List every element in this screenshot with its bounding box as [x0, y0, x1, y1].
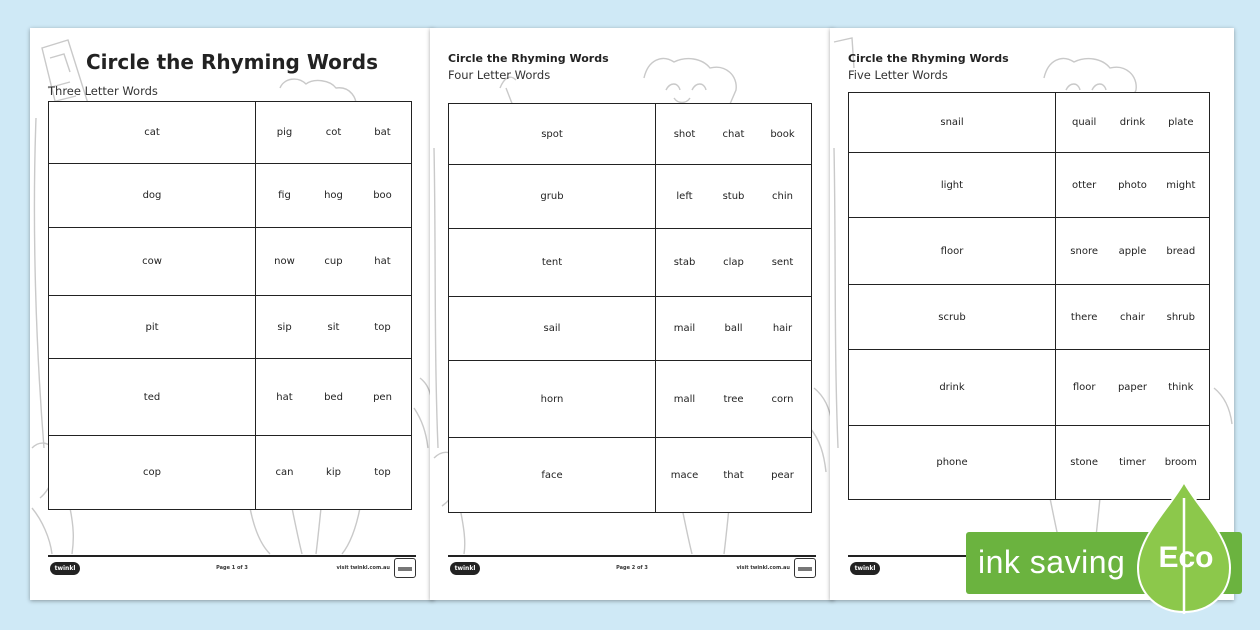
rhyme-option[interactable]: quail	[1071, 117, 1097, 128]
option-cell	[656, 438, 812, 513]
rhyme-option[interactable]: shot	[673, 128, 696, 140]
rhyme-option[interactable]: might	[1166, 179, 1196, 191]
rhyme-option[interactable]: kip	[326, 467, 341, 478]
target-word: horn	[449, 361, 656, 438]
rhyme-option[interactable]: timer	[1119, 457, 1146, 468]
table-row	[849, 350, 1210, 426]
rhyme-option[interactable]: bat	[374, 127, 391, 138]
worksheet-title: Circle the Rhyming Words	[448, 52, 609, 65]
rhyme-option[interactable]: chair	[1120, 311, 1145, 323]
rhyme-option[interactable]: there	[1070, 311, 1098, 323]
table-row	[49, 359, 412, 436]
target-word: light	[849, 153, 1056, 218]
rhyme-option[interactable]: chin	[772, 191, 793, 202]
option-cell	[256, 228, 412, 296]
rhyme-option[interactable]: hair	[772, 323, 793, 334]
rhyme-option[interactable]: chat	[722, 128, 745, 140]
rhyme-option[interactable]: otter	[1072, 179, 1097, 191]
quality-badge-icon	[394, 558, 416, 578]
ink-saving-label: ink saving	[978, 544, 1126, 580]
option-cell	[656, 165, 812, 229]
target-word: scrub	[849, 285, 1056, 350]
table-row	[449, 361, 812, 438]
table-row	[49, 164, 412, 228]
target-word: face	[449, 438, 656, 513]
table-row	[449, 229, 812, 297]
table-row	[49, 436, 412, 510]
rhyme-option[interactable]: hat	[276, 391, 293, 403]
option-cell	[1056, 93, 1210, 153]
footer-divider	[48, 555, 416, 557]
rhyme-option[interactable]: bed	[324, 391, 343, 403]
target-word: sail	[449, 297, 656, 361]
table-row	[449, 104, 812, 165]
rhyme-option[interactable]: mace	[670, 469, 699, 481]
rhyme-option[interactable]: sent	[771, 257, 794, 268]
rhyme-option[interactable]: mail	[673, 323, 696, 334]
rhyme-option[interactable]: ball	[724, 323, 743, 334]
worksheet-subtitle: Three Letter Words	[48, 84, 158, 98]
rhyme-option[interactable]: drink	[1119, 117, 1146, 128]
rhyme-option[interactable]: photo	[1118, 179, 1147, 191]
site-url: visit twinkl.com.au	[336, 565, 390, 571]
worksheet-page-1	[30, 28, 434, 600]
target-word: grub	[449, 165, 656, 229]
page-number: Page 1 of 3	[216, 565, 248, 571]
rhyme-option[interactable]: fig	[278, 190, 291, 201]
rhyme-option[interactable]: think	[1168, 382, 1194, 393]
rhyme-option[interactable]: pear	[771, 469, 794, 481]
table-row	[49, 296, 412, 359]
rhyme-option[interactable]: sit	[327, 321, 340, 333]
worksheet-subtitle: Four Letter Words	[448, 68, 551, 82]
rhyme-option[interactable]: stab	[673, 257, 696, 268]
rhyme-option[interactable]: that	[723, 469, 744, 481]
worksheet-subtitle: Five Letter Words	[848, 68, 948, 82]
rhyme-option[interactable]: clap	[723, 257, 744, 268]
target-word: drink	[849, 350, 1056, 426]
target-word: phone	[849, 426, 1056, 500]
rhyme-option[interactable]: mall	[673, 393, 696, 405]
twinkl-logo: twinkl	[450, 562, 480, 575]
rhyme-option[interactable]: floor	[1072, 382, 1096, 393]
option-cell	[656, 229, 812, 297]
rhyme-option[interactable]: cot	[325, 127, 342, 138]
option-cell	[256, 436, 412, 510]
rhyme-option[interactable]: top	[374, 321, 391, 333]
rhyme-option[interactable]: left	[676, 191, 693, 202]
rhyming-words-table	[848, 92, 1210, 500]
table-row	[849, 218, 1210, 285]
target-word: cow	[49, 228, 256, 296]
target-word: spot	[449, 104, 656, 165]
option-cell	[1056, 350, 1210, 426]
worksheet-page-2	[430, 28, 834, 600]
target-word: dog	[49, 164, 256, 228]
rhyme-option[interactable]: cup	[324, 256, 343, 267]
rhyme-option[interactable]: stone	[1070, 457, 1099, 468]
rhyme-option[interactable]: can	[275, 467, 294, 478]
rhyming-words-table	[448, 103, 812, 513]
rhyme-option[interactable]: apple	[1118, 245, 1147, 257]
rhyme-option[interactable]: plate	[1168, 117, 1194, 128]
rhyme-option[interactable]: paper	[1117, 382, 1148, 393]
table-row	[449, 297, 812, 361]
rhyme-option[interactable]: bread	[1166, 245, 1196, 257]
target-word: tent	[449, 229, 656, 297]
target-word: floor	[849, 218, 1056, 285]
option-cell	[256, 359, 412, 436]
option-cell	[656, 297, 812, 361]
rhyme-option[interactable]: tree	[723, 393, 744, 405]
option-cell	[1056, 218, 1210, 285]
rhyme-option[interactable]: broom	[1164, 457, 1197, 468]
rhyme-option[interactable]: pen	[373, 391, 392, 403]
option-cell	[256, 164, 412, 228]
option-cell	[1056, 285, 1210, 350]
option-cell	[656, 104, 812, 165]
option-cell	[256, 102, 412, 164]
table-row	[449, 165, 812, 229]
target-word: snail	[849, 93, 1056, 153]
table-row	[849, 153, 1210, 218]
footer-divider	[448, 555, 816, 557]
target-word: pit	[49, 296, 256, 359]
rhyme-option[interactable]: now	[274, 256, 295, 267]
table-row	[449, 438, 812, 513]
rhyme-option[interactable]: pig	[276, 127, 293, 138]
table-row	[849, 93, 1210, 153]
target-word: cop	[49, 436, 256, 510]
rhyme-option[interactable]: boo	[373, 190, 392, 201]
rhyme-option[interactable]: stub	[722, 191, 745, 202]
target-word: ted	[49, 359, 256, 436]
rhyme-option[interactable]: book	[770, 128, 795, 140]
quality-badge-icon	[794, 558, 816, 578]
table-row	[849, 285, 1210, 350]
rhyme-option[interactable]: shrub	[1166, 311, 1195, 323]
rhyme-option[interactable]: sip	[277, 321, 292, 333]
eco-label: Eco	[1158, 541, 1214, 574]
worksheet-title: Circle the Rhyming Words	[848, 52, 1009, 65]
rhyme-option[interactable]: hat	[374, 256, 391, 267]
page-number: Page 2 of 3	[616, 565, 648, 571]
table-row	[49, 228, 412, 296]
rhyming-words-table	[48, 101, 412, 510]
rhyme-option[interactable]: top	[374, 467, 391, 478]
rhyme-option[interactable]: hog	[324, 190, 343, 201]
table-row	[49, 102, 412, 164]
target-word: cat	[49, 102, 256, 164]
rhyme-option[interactable]: snore	[1070, 245, 1099, 257]
option-cell	[1056, 153, 1210, 218]
rhyme-option[interactable]: corn	[771, 393, 794, 405]
twinkl-logo: twinkl	[850, 562, 880, 575]
site-url: visit twinkl.com.au	[736, 565, 790, 571]
twinkl-logo: twinkl	[50, 562, 80, 575]
option-cell	[256, 296, 412, 359]
worksheet-title: Circle the Rhyming Words	[85, 50, 379, 74]
option-cell	[656, 361, 812, 438]
